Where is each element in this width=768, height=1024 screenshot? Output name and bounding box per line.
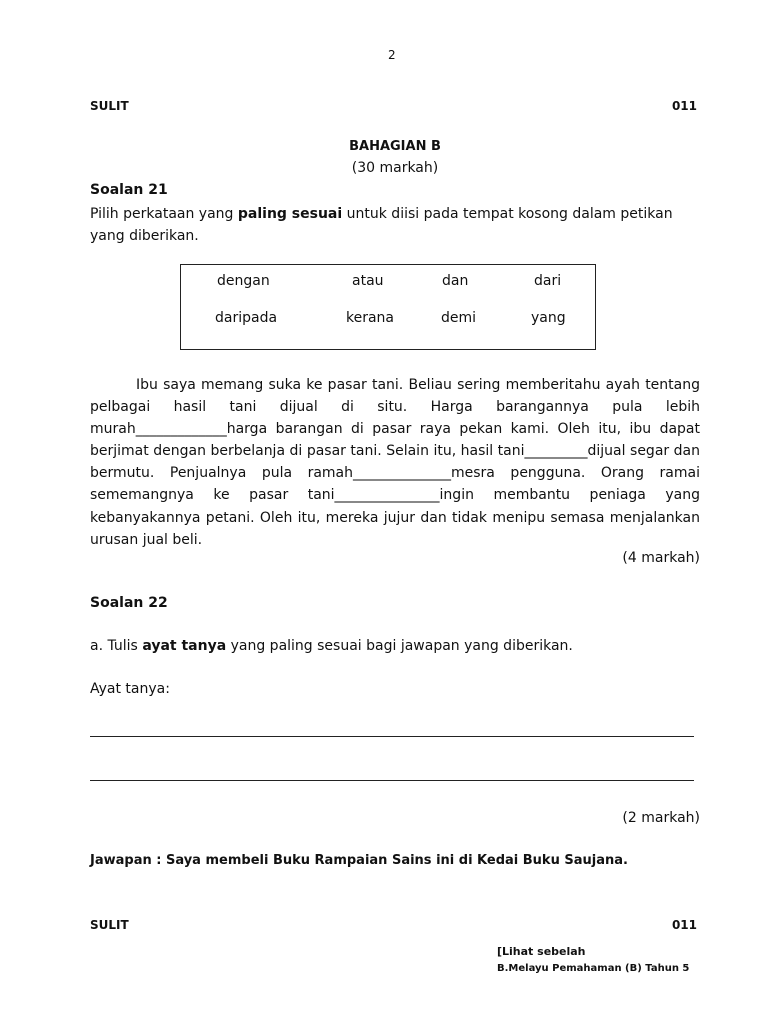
instruction-text-bold: ayat tanya <box>142 638 227 654</box>
word-choice: dengan <box>217 273 270 289</box>
footer-paper-code: 011 <box>671 918 697 932</box>
question-22-heading: Soalan 22 <box>90 595 168 611</box>
word-choice: kerana <box>346 310 395 326</box>
word-choice-box <box>180 264 596 350</box>
question-21-instruction <box>90 203 702 247</box>
answer-line[interactable] <box>90 780 694 781</box>
question-21-marks: (4 markah) <box>622 550 700 566</box>
word-choice: yang <box>531 310 566 326</box>
question-21-passage: Ibu saya memang suka ke pasar tani. Beliau sering memberitahu ayah tentang pelbagai hasil tani dijual di situ. Harga barangannya pula lebih murah_____________harga barangan di pasar raya pekan kami. Oleh itu, ibu dapat berjimat dengan berbelanja di pasar tani. Selain itu, hasil tani_________dijual segar dan bermutu. Penjualnya pula ramah______________mesra pengguna. Orang ramai sememangnya ke pasar tani_______________ingin membantu peniaga yang kebanyakannya petani. Oleh itu, mereka jujur dan tidak menipu semasa menjalankan urusan jual beli. <box>90 377 700 548</box>
instruction-text-post: yang paling sesuai bagi jawapan yang diberikan. <box>226 638 573 654</box>
word-choice: dari <box>534 273 562 289</box>
question-22-marks: (2 markah) <box>622 810 700 826</box>
question-tag-label: Ayat tanya: <box>90 681 170 697</box>
word-choice: daripada <box>215 310 278 326</box>
header-paper-code: 011 <box>671 99 697 113</box>
instruction-text-pre: a. Tulis <box>90 638 143 654</box>
instruction-text-post: untuk diisi pada tempat kosong dalam petikan yang diberikan. <box>90 206 673 244</box>
page-number: 2 <box>388 48 396 62</box>
question-22-instruction <box>90 637 573 655</box>
word-choice: demi <box>441 310 477 326</box>
footer-confidential-label: SULIT <box>90 918 129 932</box>
section-marks: (30 markah) <box>351 160 439 176</box>
footer-next-page-note: [Lihat sebelah <box>497 945 586 958</box>
answer-line[interactable] <box>90 736 694 737</box>
question-22-answer: Jawapan : Saya membeli Buku Rampaian Sains ini di Kedai Buku Saujana. <box>90 853 628 868</box>
word-choice: dan <box>442 273 469 289</box>
footer-subject-label: B.Melayu Pemahaman (B) Tahun 5 <box>497 963 690 974</box>
instruction-text-bold: paling sesuai <box>237 206 343 222</box>
question-21-heading: Soalan 21 <box>90 182 168 198</box>
section-title: BAHAGIAN B <box>349 139 441 154</box>
instruction-text-pre: Pilih perkataan yang <box>90 206 238 222</box>
word-choice: atau <box>352 273 384 289</box>
header-confidential-label: SULIT <box>90 99 129 113</box>
